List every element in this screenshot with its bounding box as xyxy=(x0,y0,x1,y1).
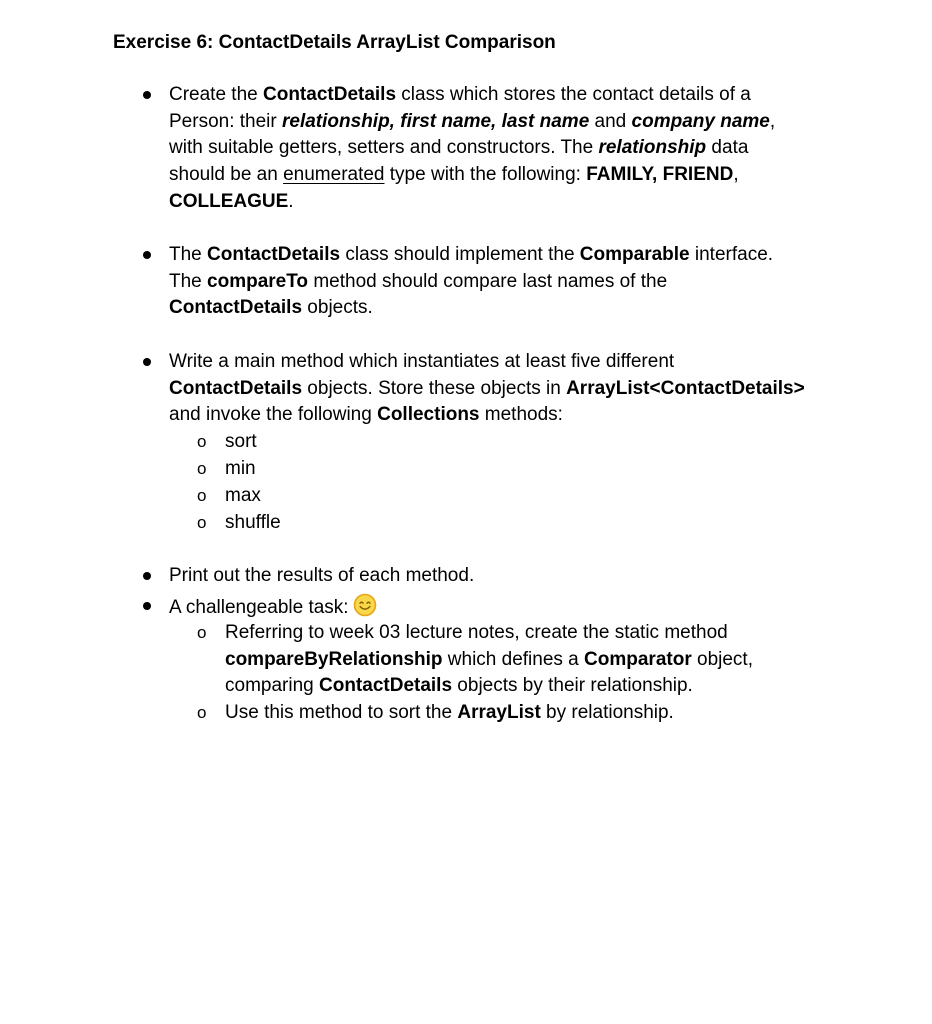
bullet-print-results xyxy=(169,563,829,590)
text-line: Write a main method which instantiates at least five different xyxy=(169,351,675,372)
bullet-create-class xyxy=(169,82,829,216)
text-line: ContactDetails objects. Store these objects in ArrayList<ContactDetails> xyxy=(169,377,805,399)
text-line: Use this method to sort the ArrayList by relationship. xyxy=(225,702,674,723)
text-line: Create the ContactDetails class which stores the contact details of a xyxy=(169,84,751,105)
bullet-marker xyxy=(143,602,151,610)
bullet-main-method xyxy=(169,349,829,429)
text-line: compareByRelationship which defines a Comparator object, xyxy=(225,648,753,670)
text-line: The compareTo method should compare last names of the xyxy=(169,270,668,292)
method-sort: sort xyxy=(225,431,257,452)
bullet-marker xyxy=(143,91,151,99)
text-line: ContactDetails objects. xyxy=(169,297,373,319)
text-line: A challengeable task: xyxy=(169,593,829,626)
sub-bullet-marker: o xyxy=(197,459,207,478)
text-line: and invoke the following Collections methods: xyxy=(169,404,563,426)
challenge-step-create-comparator xyxy=(225,620,753,700)
text-line: Person: their relationship, first name, last name and company name, xyxy=(169,110,776,132)
text-line: comparing ContactDetails objects by their relationship. xyxy=(225,675,693,697)
page-title: Exercise 6: ContactDetails ArrayList Comparison xyxy=(113,32,556,53)
sub-bullet-marker: o xyxy=(197,623,207,642)
text-line: with suitable getters, setters and constructors. The relationship data xyxy=(169,137,749,159)
method-min: min xyxy=(225,458,256,479)
text-line: Referring to week 03 lecture notes, create the static method xyxy=(225,622,728,643)
text-line: The ContactDetails class should implement the Comparable interface. xyxy=(169,244,774,265)
bullet-marker xyxy=(143,572,151,580)
bullet-marker xyxy=(143,251,151,259)
method-shuffle: shuffle xyxy=(225,512,281,533)
sub-bullet-marker: o xyxy=(197,432,207,451)
sub-bullet-marker: o xyxy=(197,513,207,532)
sub-bullet-marker: o xyxy=(197,486,207,505)
text-line: should be an enumerated type with the following: FAMILY, FRIEND, xyxy=(169,164,739,186)
challenge-step-sort-by-relationship xyxy=(225,700,674,727)
bullet-marker xyxy=(143,358,151,366)
text-line: Print out the results of each method. xyxy=(169,565,475,586)
bullet-comparable xyxy=(169,242,829,322)
sub-bullet-marker: o xyxy=(197,703,207,722)
method-max: max xyxy=(225,485,261,506)
text-line: COLLEAGUE. xyxy=(169,190,294,212)
